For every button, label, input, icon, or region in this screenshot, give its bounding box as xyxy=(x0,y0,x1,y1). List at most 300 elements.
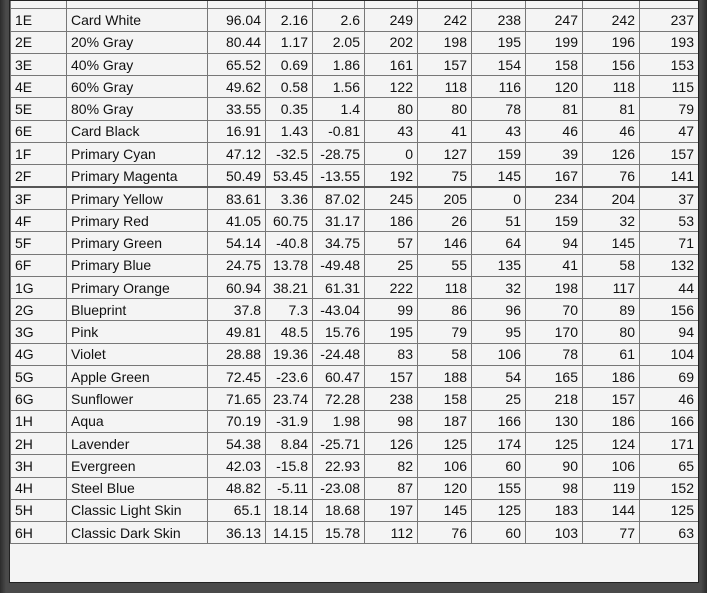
value-cell: 94 xyxy=(640,321,699,343)
value-cell: 0.35 xyxy=(266,98,313,120)
value-cell: 238 xyxy=(365,388,418,410)
value-cell: -23.6 xyxy=(266,366,313,388)
table-row xyxy=(11,9,699,31)
value-cell: 157 xyxy=(640,143,699,165)
color-name-cell: Primary Green xyxy=(67,232,208,254)
value-cell: 188 xyxy=(418,366,472,388)
value-cell: 14.15 xyxy=(266,522,313,544)
value-cell: -23.08 xyxy=(313,477,365,499)
value-cell: 58 xyxy=(418,343,472,365)
value-cell: -31.9 xyxy=(266,410,313,432)
value-cell: 120 xyxy=(418,477,472,499)
value-cell: 58 xyxy=(583,254,640,276)
color-name-cell: Aqua xyxy=(67,410,208,432)
value-cell: 60 xyxy=(472,522,526,544)
value-cell: 7.3 xyxy=(266,299,313,321)
value-cell: 1.17 xyxy=(266,31,313,53)
value-cell: 75 xyxy=(418,165,472,187)
value-cell: 166 xyxy=(472,410,526,432)
color-name-cell: Evergreen xyxy=(67,455,208,477)
value-cell: 33.55 xyxy=(208,98,266,120)
patch-code-cell: 6G xyxy=(11,388,67,410)
table-row xyxy=(11,31,699,53)
value-cell xyxy=(640,0,699,9)
color-name-cell: Card White xyxy=(67,9,208,31)
value-cell: 159 xyxy=(526,209,583,231)
table-row xyxy=(11,410,699,432)
value-cell: 171 xyxy=(640,432,699,454)
value-cell: 51 xyxy=(472,209,526,231)
value-cell: 32 xyxy=(583,209,640,231)
patch-code-cell: 4F xyxy=(11,209,67,231)
table-row xyxy=(11,53,699,75)
value-cell: 53.45 xyxy=(266,165,313,187)
value-cell: 49.62 xyxy=(208,76,266,98)
table-row xyxy=(11,499,699,521)
value-cell: 43 xyxy=(365,120,418,142)
patch-code-cell xyxy=(11,0,67,9)
table-row xyxy=(11,432,699,454)
value-cell xyxy=(526,0,583,9)
value-cell: 15.76 xyxy=(313,321,365,343)
value-cell: 122 xyxy=(365,76,418,98)
value-cell: 76 xyxy=(583,165,640,187)
value-cell: 98 xyxy=(526,477,583,499)
value-cell xyxy=(418,0,472,9)
value-cell: 90 xyxy=(526,455,583,477)
patch-code-cell: 5H xyxy=(11,499,67,521)
table-row xyxy=(11,143,699,165)
value-cell: 41 xyxy=(418,120,472,142)
color-name-cell xyxy=(67,0,208,9)
value-cell: 96 xyxy=(472,299,526,321)
value-cell: 204 xyxy=(583,187,640,209)
value-cell: 95 xyxy=(472,321,526,343)
value-cell: 81 xyxy=(526,98,583,120)
value-cell: 145 xyxy=(583,232,640,254)
value-cell: 46 xyxy=(526,120,583,142)
value-cell: 25 xyxy=(365,254,418,276)
value-cell: 65.52 xyxy=(208,53,266,75)
value-cell: 83 xyxy=(365,343,418,365)
value-cell: 53 xyxy=(640,209,699,231)
value-cell: -24.48 xyxy=(313,343,365,365)
color-chart-table-sheet xyxy=(9,0,699,583)
value-cell: 79 xyxy=(418,321,472,343)
patch-code-cell: 6H xyxy=(11,522,67,544)
value-cell: -25.71 xyxy=(313,432,365,454)
value-cell: 15.78 xyxy=(313,522,365,544)
table-body xyxy=(11,0,699,544)
value-cell xyxy=(313,0,365,9)
value-cell: 60.94 xyxy=(208,276,266,298)
value-cell: 78 xyxy=(472,98,526,120)
value-cell: 187 xyxy=(418,410,472,432)
value-cell: 19.36 xyxy=(266,343,313,365)
value-cell: 157 xyxy=(583,388,640,410)
patch-code-cell: 4E xyxy=(11,76,67,98)
value-cell: -5.11 xyxy=(266,477,313,499)
table-row xyxy=(11,0,699,9)
table-row xyxy=(11,232,699,254)
patch-code-cell: 5E xyxy=(11,98,67,120)
patch-code-cell: 3F xyxy=(11,187,67,209)
value-cell: 202 xyxy=(365,31,418,53)
value-cell: 195 xyxy=(472,31,526,53)
value-cell: 96.04 xyxy=(208,9,266,31)
table-row xyxy=(11,187,699,209)
value-cell: 81 xyxy=(583,98,640,120)
color-values-table xyxy=(10,0,699,544)
color-name-cell: Classic Dark Skin xyxy=(67,522,208,544)
value-cell: 48.82 xyxy=(208,477,266,499)
value-cell: 87 xyxy=(365,477,418,499)
value-cell: 247 xyxy=(526,9,583,31)
value-cell: 167 xyxy=(526,165,583,187)
patch-code-cell: 2E xyxy=(11,31,67,53)
patch-code-cell: 2F xyxy=(11,165,67,187)
value-cell: 157 xyxy=(418,53,472,75)
table-row xyxy=(11,254,699,276)
value-cell: 145 xyxy=(472,165,526,187)
value-cell: 127 xyxy=(418,143,472,165)
table-row xyxy=(11,76,699,98)
value-cell: 234 xyxy=(526,187,583,209)
value-cell: 80 xyxy=(418,98,472,120)
value-cell: 46 xyxy=(583,120,640,142)
value-cell: 196 xyxy=(583,31,640,53)
value-cell: 135 xyxy=(472,254,526,276)
value-cell: 106 xyxy=(472,343,526,365)
patch-code-cell: 3H xyxy=(11,455,67,477)
value-cell: 72.28 xyxy=(313,388,365,410)
value-cell: 36.13 xyxy=(208,522,266,544)
table-row xyxy=(11,209,699,231)
value-cell: 34.75 xyxy=(313,232,365,254)
value-cell: 48.5 xyxy=(266,321,313,343)
value-cell: 87.02 xyxy=(313,187,365,209)
value-cell xyxy=(365,0,418,9)
patch-code-cell: 1H xyxy=(11,410,67,432)
value-cell: 60.75 xyxy=(266,209,313,231)
value-cell: 24.75 xyxy=(208,254,266,276)
value-cell: 38.21 xyxy=(266,276,313,298)
value-cell: 64 xyxy=(472,232,526,254)
value-cell: 54 xyxy=(472,366,526,388)
color-name-cell: Primary Blue xyxy=(67,254,208,276)
value-cell: 192 xyxy=(365,165,418,187)
value-cell xyxy=(472,0,526,9)
patch-code-cell: 5F xyxy=(11,232,67,254)
value-cell: 61.31 xyxy=(313,276,365,298)
value-cell: 165 xyxy=(526,366,583,388)
color-name-cell: Primary Red xyxy=(67,209,208,231)
value-cell: 119 xyxy=(583,477,640,499)
color-name-cell: 20% Gray xyxy=(67,31,208,53)
value-cell: 70.19 xyxy=(208,410,266,432)
table-row xyxy=(11,120,699,142)
value-cell: 116 xyxy=(472,76,526,98)
value-cell: 183 xyxy=(526,499,583,521)
value-cell: 120 xyxy=(526,76,583,98)
color-name-cell: Primary Magenta xyxy=(67,165,208,187)
value-cell: 106 xyxy=(418,455,472,477)
value-cell: 193 xyxy=(640,31,699,53)
value-cell: 161 xyxy=(365,53,418,75)
value-cell: 245 xyxy=(365,187,418,209)
value-cell: 39 xyxy=(526,143,583,165)
color-name-cell: Primary Cyan xyxy=(67,143,208,165)
value-cell: 54.38 xyxy=(208,432,266,454)
color-name-cell: Blueprint xyxy=(67,299,208,321)
patch-code-cell: 1F xyxy=(11,143,67,165)
value-cell xyxy=(583,0,640,9)
value-cell: 125 xyxy=(526,432,583,454)
value-cell: 60 xyxy=(472,455,526,477)
table-row xyxy=(11,477,699,499)
value-cell: 156 xyxy=(583,53,640,75)
value-cell: 2.6 xyxy=(313,9,365,31)
patch-code-cell: 3E xyxy=(11,53,67,75)
value-cell: 170 xyxy=(526,321,583,343)
value-cell: 118 xyxy=(418,276,472,298)
value-cell: 22.93 xyxy=(313,455,365,477)
table-row xyxy=(11,276,699,298)
color-name-cell: Card Black xyxy=(67,120,208,142)
patch-code-cell: 2G xyxy=(11,299,67,321)
value-cell: 0.69 xyxy=(266,53,313,75)
value-cell: -40.8 xyxy=(266,232,313,254)
value-cell: 106 xyxy=(583,455,640,477)
value-cell: 78 xyxy=(526,343,583,365)
value-cell: 83.61 xyxy=(208,187,266,209)
value-cell: 65 xyxy=(640,455,699,477)
value-cell: 44 xyxy=(640,276,699,298)
value-cell: 70 xyxy=(526,299,583,321)
patch-code-cell: 4H xyxy=(11,477,67,499)
value-cell: 118 xyxy=(583,76,640,98)
value-cell: 65.1 xyxy=(208,499,266,521)
value-cell: 125 xyxy=(418,432,472,454)
value-cell: 54.14 xyxy=(208,232,266,254)
value-cell: 41 xyxy=(526,254,583,276)
value-cell: 3.36 xyxy=(266,187,313,209)
value-cell: 159 xyxy=(472,143,526,165)
value-cell: -13.55 xyxy=(313,165,365,187)
color-name-cell: Primary Orange xyxy=(67,276,208,298)
value-cell: 154 xyxy=(472,53,526,75)
value-cell: 80 xyxy=(365,98,418,120)
color-name-cell: Violet xyxy=(67,343,208,365)
table-row xyxy=(11,388,699,410)
value-cell: -0.81 xyxy=(313,120,365,142)
value-cell: 55 xyxy=(418,254,472,276)
value-cell: 46 xyxy=(640,388,699,410)
value-cell: 69 xyxy=(640,366,699,388)
value-cell: 118 xyxy=(418,76,472,98)
value-cell: 124 xyxy=(583,432,640,454)
value-cell: 125 xyxy=(640,499,699,521)
value-cell: 98 xyxy=(365,410,418,432)
color-name-cell: Lavender xyxy=(67,432,208,454)
value-cell: 79 xyxy=(640,98,699,120)
value-cell: 145 xyxy=(418,499,472,521)
value-cell: 42.03 xyxy=(208,455,266,477)
value-cell: 218 xyxy=(526,388,583,410)
value-cell: 76 xyxy=(418,522,472,544)
value-cell: 174 xyxy=(472,432,526,454)
value-cell: 0 xyxy=(365,143,418,165)
value-cell: 198 xyxy=(418,31,472,53)
value-cell: 125 xyxy=(472,499,526,521)
table-row xyxy=(11,165,699,187)
color-name-cell: Sunflower xyxy=(67,388,208,410)
value-cell: 103 xyxy=(526,522,583,544)
value-cell: 155 xyxy=(472,477,526,499)
color-name-cell: 80% Gray xyxy=(67,98,208,120)
value-cell: 47.12 xyxy=(208,143,266,165)
value-cell: 157 xyxy=(365,366,418,388)
value-cell: 86 xyxy=(418,299,472,321)
patch-code-cell: 2H xyxy=(11,432,67,454)
value-cell: 80 xyxy=(583,321,640,343)
color-name-cell: Pink xyxy=(67,321,208,343)
value-cell: 141 xyxy=(640,165,699,187)
value-cell: 186 xyxy=(583,410,640,432)
value-cell: 37 xyxy=(640,187,699,209)
value-cell: 115 xyxy=(640,76,699,98)
color-name-cell: 40% Gray xyxy=(67,53,208,75)
value-cell: 94 xyxy=(526,232,583,254)
value-cell: 23.74 xyxy=(266,388,313,410)
value-cell: 205 xyxy=(418,187,472,209)
value-cell: 152 xyxy=(640,477,699,499)
value-cell: 186 xyxy=(365,209,418,231)
value-cell: 195 xyxy=(365,321,418,343)
value-cell: 1.43 xyxy=(266,120,313,142)
value-cell: 153 xyxy=(640,53,699,75)
patch-code-cell: 5G xyxy=(11,366,67,388)
color-name-cell: Apple Green xyxy=(67,366,208,388)
table-row xyxy=(11,321,699,343)
value-cell: 237 xyxy=(640,9,699,31)
value-cell: 47 xyxy=(640,120,699,142)
value-cell: 31.17 xyxy=(313,209,365,231)
value-cell: 18.14 xyxy=(266,499,313,521)
value-cell: 158 xyxy=(526,53,583,75)
value-cell: 166 xyxy=(640,410,699,432)
value-cell: 8.84 xyxy=(266,432,313,454)
value-cell: 41.05 xyxy=(208,209,266,231)
color-name-cell: Classic Light Skin xyxy=(67,499,208,521)
value-cell: 77 xyxy=(583,522,640,544)
value-cell: 49.81 xyxy=(208,321,266,343)
value-cell xyxy=(208,0,266,9)
value-cell: 18.68 xyxy=(313,499,365,521)
value-cell: 104 xyxy=(640,343,699,365)
patch-code-cell: 4G xyxy=(11,343,67,365)
value-cell: 1.56 xyxy=(313,76,365,98)
value-cell: -32.5 xyxy=(266,143,313,165)
value-cell xyxy=(266,0,313,9)
table-row xyxy=(11,522,699,544)
value-cell: 57 xyxy=(365,232,418,254)
value-cell: 117 xyxy=(583,276,640,298)
value-cell: 126 xyxy=(583,143,640,165)
value-cell: 32 xyxy=(472,276,526,298)
value-cell: -28.75 xyxy=(313,143,365,165)
value-cell: 146 xyxy=(418,232,472,254)
value-cell: 238 xyxy=(472,9,526,31)
value-cell: 1.98 xyxy=(313,410,365,432)
patch-code-cell: 1G xyxy=(11,276,67,298)
value-cell: 130 xyxy=(526,410,583,432)
value-cell: 50.49 xyxy=(208,165,266,187)
value-cell: -49.48 xyxy=(313,254,365,276)
table-row xyxy=(11,455,699,477)
value-cell: 242 xyxy=(583,9,640,31)
color-name-cell: 60% Gray xyxy=(67,76,208,98)
value-cell: 199 xyxy=(526,31,583,53)
value-cell: 60.47 xyxy=(313,366,365,388)
value-cell: 82 xyxy=(365,455,418,477)
value-cell: 37.8 xyxy=(208,299,266,321)
patch-code-cell: 3G xyxy=(11,321,67,343)
value-cell: 89 xyxy=(583,299,640,321)
value-cell: 242 xyxy=(418,9,472,31)
value-cell: 13.78 xyxy=(266,254,313,276)
color-name-cell: Steel Blue xyxy=(67,477,208,499)
value-cell: -15.8 xyxy=(266,455,313,477)
value-cell: -43.04 xyxy=(313,299,365,321)
value-cell: 71.65 xyxy=(208,388,266,410)
table-row xyxy=(11,366,699,388)
value-cell: 16.91 xyxy=(208,120,266,142)
value-cell: 72.45 xyxy=(208,366,266,388)
value-cell: 25 xyxy=(472,388,526,410)
value-cell: 1.4 xyxy=(313,98,365,120)
value-cell: 0.58 xyxy=(266,76,313,98)
value-cell: 132 xyxy=(640,254,699,276)
value-cell: 156 xyxy=(640,299,699,321)
table-row xyxy=(11,98,699,120)
patch-code-cell: 1E xyxy=(11,9,67,31)
patch-code-cell: 6F xyxy=(11,254,67,276)
value-cell: 197 xyxy=(365,499,418,521)
value-cell: 112 xyxy=(365,522,418,544)
value-cell: 198 xyxy=(526,276,583,298)
value-cell: 80.44 xyxy=(208,31,266,53)
value-cell: 126 xyxy=(365,432,418,454)
value-cell: 186 xyxy=(583,366,640,388)
value-cell: 249 xyxy=(365,9,418,31)
value-cell: 43 xyxy=(472,120,526,142)
table-row xyxy=(11,343,699,365)
value-cell: 2.05 xyxy=(313,31,365,53)
patch-code-cell: 6E xyxy=(11,120,67,142)
table-row xyxy=(11,299,699,321)
color-name-cell: Primary Yellow xyxy=(67,187,208,209)
value-cell: 28.88 xyxy=(208,343,266,365)
value-cell: 99 xyxy=(365,299,418,321)
value-cell: 63 xyxy=(640,522,699,544)
value-cell: 61 xyxy=(583,343,640,365)
value-cell: 71 xyxy=(640,232,699,254)
value-cell: 26 xyxy=(418,209,472,231)
value-cell: 144 xyxy=(583,499,640,521)
value-cell: 1.86 xyxy=(313,53,365,75)
value-cell: 0 xyxy=(472,187,526,209)
